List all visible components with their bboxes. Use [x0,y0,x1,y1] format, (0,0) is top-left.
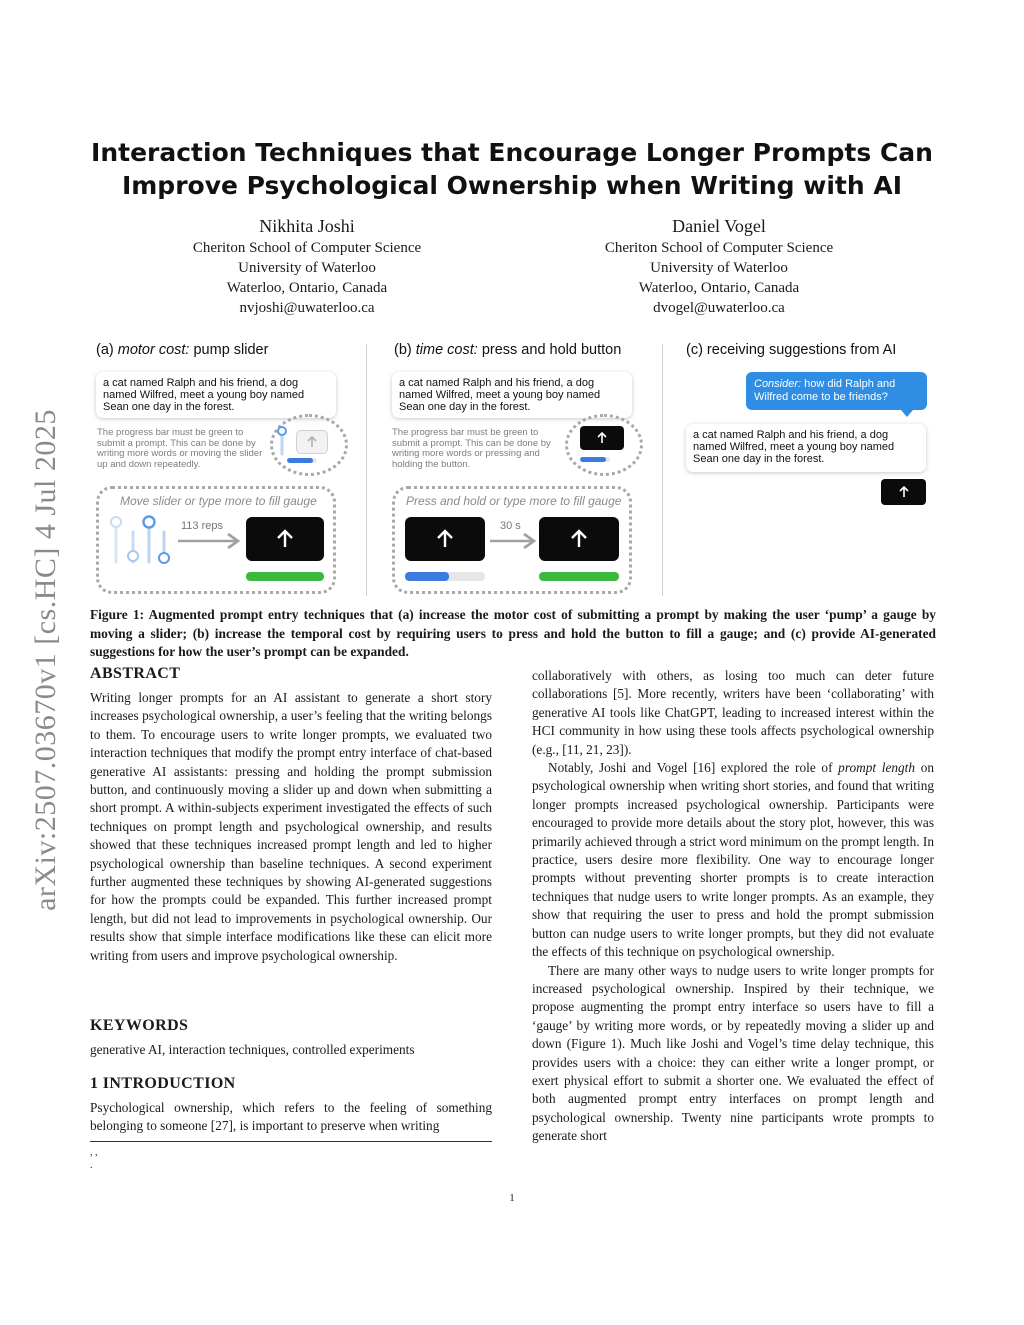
panel-a-prompt-text: a cat named Ralph and his friend, a dog named Wilfred, meet a young boy named Sean one day in the forest. [103,377,305,413]
pump-slider-icon[interactable] [106,508,176,570]
up-arrow-icon [569,529,589,549]
author-location: Waterloo, Ontario, Canada [226,280,388,296]
panel-c-submit-button[interactable] [881,479,926,505]
intro-left-text: Psychological ownership, which refers to the feeling of something belonging to someone [27], is important to preserve when writing [90,1100,492,1134]
panel-a-progress-bar [246,572,324,581]
paper-title [90,136,934,202]
figure-1 [90,338,936,600]
progress-fill [287,458,313,463]
footnote-rule [90,1141,492,1142]
right-arrow-icon [176,532,242,550]
intro-p2-italic: prompt length [838,760,916,776]
abstract-body [90,689,492,965]
panel-a-mini-progress [287,458,317,463]
panel-b-submit-button[interactable] [539,517,619,561]
intro-p2-after: on psychological ownership when writing short stories, and found that writing longer prompts increased psychological ownership. Participants were encouraged to provide more details about the story plot, however, this was primarily achieved through a strict word minimum on the prompt length. In practice, users desire more flexibility. One way to encourage longer prompts without preventing shorter prompts is to create interaction techniques that nudge users to write longer prompts. As an example, they show that requiring the user to press and hold the prompt submission button can nudge users to write longer prompts, but they did not evaluate the effects of this technique on psychological ownership. [532,760,934,960]
abstract-heading: ABSTRACT [90,665,181,682]
title-line-1: Interaction Techniques that Encourage Longer Prompts Can [91,138,933,167]
panel-separator [662,344,663,596]
panel-a-mini-submit-button[interactable] [296,430,328,454]
author-location: Waterloo, Ontario, Canada [638,280,800,296]
keywords-body [90,1041,492,1059]
figure-caption: Figure 1: Augmented prompt entry techniques that (a) increase the motor cost of submitting a prompt by making the user ‘pump’ a gauge by moving a slider; (b) increase the temporal cost by requiring users to press and hold the button to fill a gauge; and (c) provide AI-generated suggestions for how the user’s prompt can be expanded. [90,607,936,659]
intro-paragraph-1: collaboratively with others, as losing too much can deter future collaborations [5]. More recently, writers have been ‘collaborating’ with generative AI tools like ChatGPT, leading to increased interest within the HCI community in how using these tools affects psychological ownership (e.g., [11, 21, 23]). [532,668,934,757]
keywords-text: generative AI, interaction techniques, controlled experiments [90,1042,415,1057]
up-arrow-icon [898,486,910,498]
panel-separator [366,344,367,596]
panel-a-submit-button[interactable] [246,517,324,561]
panel-b-box-label: Press and hold or type more to fill gauge [406,494,622,508]
up-arrow-icon [435,529,455,549]
panel-a-box-label: Move slider or type more to fill gauge [120,494,317,508]
arxiv-stamp [22,380,70,940]
panel-c-prompt-card [686,424,926,472]
progress-fill [580,457,606,462]
suggestion-prefix: Consider: [754,378,802,390]
panel-a-arrow-label: 113 reps [181,520,223,532]
panel-a-title [96,342,268,358]
author-block-2 [559,214,879,318]
author-dept: Cheriton School of Computer Science [192,240,422,256]
author-name: Nikhita Joshi [259,216,355,236]
panel-b-progress-before [405,572,485,581]
title-line-2: Improve Psychological Ownership when Writing with AI [121,171,903,200]
panel-b-prompt-text: a cat named Ralph and his friend, a dog named Wilfred, meet a young boy named Sean one day in the forest. [399,377,601,413]
intro-paragraph-2 [532,759,934,961]
panel-a-prompt-card [96,372,336,418]
author-name: Daniel Vogel [672,216,766,236]
intro-heading: 1 INTRODUCTION [90,1075,236,1092]
keywords-heading: KEYWORDS [90,1017,189,1034]
progress-fill [246,572,324,581]
suggestion-text: how did Ralph and Wilfred come to be friends? [754,378,896,403]
panel-a-suffix: pump slider [189,342,269,358]
panel-b-mini-progress [580,457,610,462]
panel-b-suffix: press and hold button [477,342,622,358]
panel-b-arrow-label: 30 s [500,520,521,532]
panel-a-note: The progress bar must be green to submit a prompt. This can be done by writing more words or moving the slider up and down repeatedly. [97,427,263,470]
up-arrow-icon [596,432,608,444]
panel-a-mini-slider-icon [276,424,298,458]
panel-c-title: (c) receiving suggestions from AI [686,342,897,358]
intro-right-body [532,667,934,1146]
progress-fill [539,572,619,581]
abstract-text: Writing longer prompts for an AI assistant to generate a short story increases psychological ownership, a user’s feeling that the writing belongs to them. To encourage users to write longer prompts, we evaluated two interaction techniques that modify the prompt entry interface of chat-based generative AI assistants: pressing and holding the prompt submission button, and continuously moving a slider up and down when submitting a short prompt. A within-subjects experiment investigated the effects of such techniques on prompt length and psychological ownership, and results showed that these techniques increased prompt length and led to higher psychological ownership than baseline techniques. A second experiment further augmented these techniques by showing AI-generated suggestions for how the prompts could be expanded. This further increased prompt length, but did not lead to improvements in psychological ownership. Our results show that simple interface modifications like these can elicit more writing from users and improve psychological ownership. [90,690,492,963]
panel-b-mini-submit-button[interactable] [580,426,624,450]
panel-b-italic: time cost: [415,342,478,358]
panel-b-title [394,342,621,358]
panel-a-italic: motor cost: [117,342,190,358]
intro-p2-before: Notably, Joshi and Vogel [16] explored the role of [548,760,839,776]
intro-paragraph-3: There are many other ways to nudge users to write longer prompts for increased psychological ownership. Inspired by their technique, we propose augmenting the prompt entry interface so users have to fill a ‘gauge’ by writing more words, or by repeatedly moving a slider up and down (Figure 1). Much like Joshi and Vogel’s time delay technique, this provides users with a choice: they can either write a longer prompt, or exert physical effort to submit a shorter one. We evaluated the effect of both augmented prompt entry interfaces on prompt length and psychological ownership. Twenty nine participants wrote prompts to generate short [532,962,934,1144]
author-email: dvogel@uwaterloo.ca [653,300,785,316]
author-dept: Cheriton School of Computer Science [604,240,834,256]
up-arrow-icon [275,529,295,549]
right-arrow-icon [488,532,538,550]
progress-fill [405,572,449,581]
footnote-line-1: , , [90,1147,98,1158]
panel-b-prompt-card [392,372,632,418]
panel-c-prompt-text: a cat named Ralph and his friend, a dog named Wilfred, meet a young boy named Sean one day in the forest. [693,429,895,465]
author-block-1 [147,214,467,318]
panel-b-prefix: (b) [394,342,416,358]
author-uni: University of Waterloo [650,260,788,276]
author-email: nvjoshi@uwaterloo.ca [239,300,375,316]
arxiv-id: arXiv:2507.03670v1 [cs.HC] 4 Jul 2025 [29,409,63,911]
panel-b-progress-after [539,572,619,581]
panel-b-note: The progress bar must be green to submit a prompt. This can be done by writing more words or pressing and holding the button. [392,427,551,470]
up-arrow-icon [306,436,318,448]
panel-b-hold-button[interactable] [405,517,485,561]
panel-a-prefix: (a) [96,342,118,358]
footnote-line-2: . [90,1160,93,1171]
intro-left-body [90,1099,492,1136]
page-number: 1 [509,1192,515,1204]
author-uni: University of Waterloo [238,260,376,276]
ai-suggestion-bubble[interactable] [746,372,927,410]
